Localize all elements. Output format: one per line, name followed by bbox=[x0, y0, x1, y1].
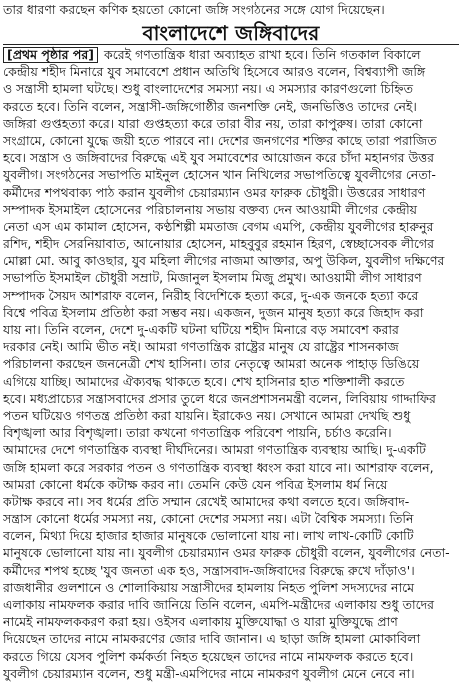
article-line: বিশৃঙ্খলা আর বিশৃঙ্খলা। তারা কখনো গণতান্ত্রিক পরিবেশ পায়নি, চর্চাও করেনি। bbox=[3, 425, 392, 441]
article-line: আমরা কোনো ধর্মকে কটাক্ষ করব না। তেমনি কেউ যেন পবিত্র ইসলাম ধর্ম নিয়ে bbox=[3, 476, 388, 492]
article-line: সন্ত্রাস কোনো ধর্মের সমস্যা নয়, কোনো দেশের সমস্যা নয়। এটা বৈশ্বিক সমস্যা। তিনি bbox=[3, 511, 414, 527]
article-line: নামেই নামফলককরণ করা হয়। ওইসব এলাকায় মুক্তিযোদ্ধা ও যারা মুক্তিযুদ্ধে প্রাণ bbox=[3, 614, 398, 630]
article-line: এগিয়ে যাচ্ছি। আমাদের ঐক্যবদ্ধ থাকতে হবে। শেখ হাসিনার হাত শক্তিশালী করতে bbox=[3, 373, 405, 389]
article-line: হবে। মধ্যপ্রাচ্যের সন্ত্রাসবাদের প্রসার তুলে ধরে জনপ্রশাসনমন্ত্রী বলেন, লিবিয়ায় গাদ্দাফির bbox=[3, 390, 436, 406]
article-line: করতে গিয়ে যেসব পুলিশ কর্মকর্তা নিহত হয়েছেন তাদের নামে নামফলক করতে হবে। bbox=[3, 648, 414, 664]
article-line: এলাকায় নামফলক করার দাবি জানিয়ে তিনি বলেন, এমপি-মন্ত্রীদের এলাকায় শুধু তাদের bbox=[3, 597, 435, 612]
article-line: সম্পাদক ইসমাইল হোসেনের পরিচালনায় সভায় বক্তব্য দেন আওয়ামী লীগের কেন্দ্রীয় bbox=[3, 201, 418, 217]
article-line: মানুষকে ভোলানো যায় না। যুবলীগ চেয়ারম্যান ওমর ফারুক চৌধুরী বলেন, যুবলীগের নেতা- bbox=[3, 545, 450, 561]
article-line: রাজধানীর গুলশানে ও শোলাকিয়ায় সন্ত্রাসীদের হামলায় নিহত পুলিশ সদস্যদের নামে bbox=[3, 579, 415, 595]
article-line: করতে হবে। তিনি বলেন, সন্ত্রাসী-জঙ্গিগোষ্ঠীর জনশক্তি নেই, জনভিত্তিও তাদের নেই। bbox=[3, 98, 417, 114]
article-line: কেন্দ্রীয় শহীদ মিনারে যুব সমাবেশে প্রধান অতিথি হিসেবে আরও বলেন, বিশ্বব্যাপী জঙ্গি bbox=[3, 64, 426, 80]
article-line: রশিদ, শহীদ সেরনিয়াবাত, আনোয়ার হোসেন, মাহবুবুর রহমান হিরণ, স্বেচ্ছাসেবক লীগের bbox=[3, 236, 434, 252]
article-line: পতন ঘটিয়েও গণতন্ত্র প্রতিষ্ঠা করা যায়নি। ইরাকেও নয়। সেখানে আমরা দেখছি শুধু bbox=[3, 407, 411, 423]
headline-divider bbox=[3, 44, 459, 45]
article-line: কর্মীদের শপথবাক্য পাঠ করান যুবলীগ চেয়ারম্যান ওমর ফারুক চৌধুরী। উত্তরের সাধারণ bbox=[3, 184, 426, 200]
article-line: পরিচালনা করছেন জননেত্রী শেখ হাসিনা। তার নেতৃত্বে আমরা অনেক পাহাড় ডিঙিয়ে bbox=[3, 356, 420, 372]
article-line: মোল্লা মো. আবু কাওছার, যুব মহিলা লীগের নাজমা আক্তার, অপু উকিল, যুবলীগ দক্ষিণের bbox=[3, 253, 445, 269]
article-line: ও সন্ত্রাসী হামলা ঘটছে। শুধু বাংলাদেশের সমস্যা নয়। এ সমস্যার কারণগুলো চিহ্নিত bbox=[3, 81, 414, 97]
article-line: কর্মীদের শপথ হচ্ছে 'যুব জনতা এক হও, সন্ত্রাসবাদ-জঙ্গিবাদের বিরুদ্ধে রুখে দাঁড়াও'। bbox=[3, 562, 415, 578]
previous-article-last-line: তার ধারণা করছেন কণিক হয়তো কোনো জঙ্গি সংগঠনের সঙ্গে যোগ দিয়েছেন। bbox=[3, 2, 385, 17]
article-line: সংগ্রামে, কোনো যুদ্ধে জয়ী হতে পারবে না। দেশের জনগণের শক্তির কাছে তারা পরাজিত bbox=[3, 132, 437, 148]
article-line: বিশ্বে পবিত্র ইসলাম প্রতিষ্ঠা করা সম্ভব নয়। একজন, দুজন মানুষ হত্যা করে জিহাদ করা bbox=[3, 304, 424, 320]
article-line: বলেন, মিথ্যা দিয়ে হাজার হাজার মানুষকে ভোলানো যায় না। লাখ লাখ-কোটি কোটি bbox=[3, 528, 414, 544]
article-line: কটাক্ষ করবে না। সব ধর্মের প্রতি সম্মান রেখেই আমাদের কথা বলতে হবে। জঙ্গিবাদ- bbox=[3, 493, 410, 509]
continued-from-front-page-label: [প্রথম পৃষ্ঠার পর] bbox=[3, 47, 98, 63]
article-line: [প্রথম পৃষ্ঠার পর] করেই গণতান্ত্রিক ধারা অব্যাহত রাখা হবে। তিনি গতকাল বিকালে bbox=[3, 46, 459, 63]
article-line: জঙ্গি হামলা করে সরকার পতন ও গণতান্ত্রিক ব্যবস্থা ধ্বংস করা যাবে না। আশরাফ বলেন, bbox=[3, 459, 434, 475]
article-line: জঙ্গিরা গুপ্তহত্যা করে। যারা গুপ্তহত্যা করে তারা বীর নয়, তারা কাপুরুষ। তারা কোনো bbox=[3, 115, 423, 131]
article-body bbox=[3, 46, 459, 696]
article-line: আমাদের দেশে গণতান্ত্রিক ব্যবস্থা দীর্ঘদিনের। আমরা গণতান্ত্রিক ব্যবস্থায় আছি। দু-একটি bbox=[3, 442, 426, 458]
article-line: সভাপতি ইসমাইল চৌধুরী সম্রাট, মিজানুল ইসলাম মিজু প্রমুখ। আওয়ামী লীগ সাধারণ bbox=[3, 270, 422, 286]
article-line: যায় না। তিনি বলেন, দেশে দু-একটি ঘটনা ঘটিয়ে শহীদ মিনারে বড় সমাবেশ করার bbox=[3, 322, 399, 337]
article-line: সম্পাদক সৈয়দ আশরাফ বলেন, নিরীহ বিদেশিকে হত্যা করে, দু-এক জনকে হত্যা করে bbox=[3, 287, 419, 303]
article-line: যুবলীগ। সংগঠনের সভাপতি মাইনুল হোসেন খান নিখিলের সভাপতিত্বে যুবলীগের নেতা- bbox=[3, 167, 436, 183]
article-line: যুবলীগ চেয়ারম্যান বলেন, শুধু মন্ত্রী-এমপিদের নামে নামকরণ যুবলীগ মেনে নেবে না। bbox=[3, 665, 415, 681]
article-headline: বাংলাদেশে জঙ্গিবাদের bbox=[142, 21, 320, 45]
article-line: হবে। সন্ত্রাস ও জঙ্গিবাদের বিরুদ্ধে এই যুব সমাবেশের আয়োজন করে চাঁদা মহানগর উত্তর bbox=[3, 150, 435, 166]
article-line: দিয়েছেন তাদের নামে নামকরণের জোর দাবি জানান। এ ছাড়া জঙ্গি হামলা মোকাবিলা bbox=[3, 631, 421, 647]
article-line: নেতা এস এম কামাল হোসেন, কণ্ঠশিল্পী মমতাজ বেগম এমপি, কেন্দ্রীয় যুবলীগের হারুনুর bbox=[3, 218, 434, 234]
article-line: দরকার নেই। আমি ভীত নই। আমরা গণতান্ত্রিক রাষ্ট্রের মানুষ যে রাষ্ট্রের শাসনকাজ bbox=[3, 339, 399, 355]
